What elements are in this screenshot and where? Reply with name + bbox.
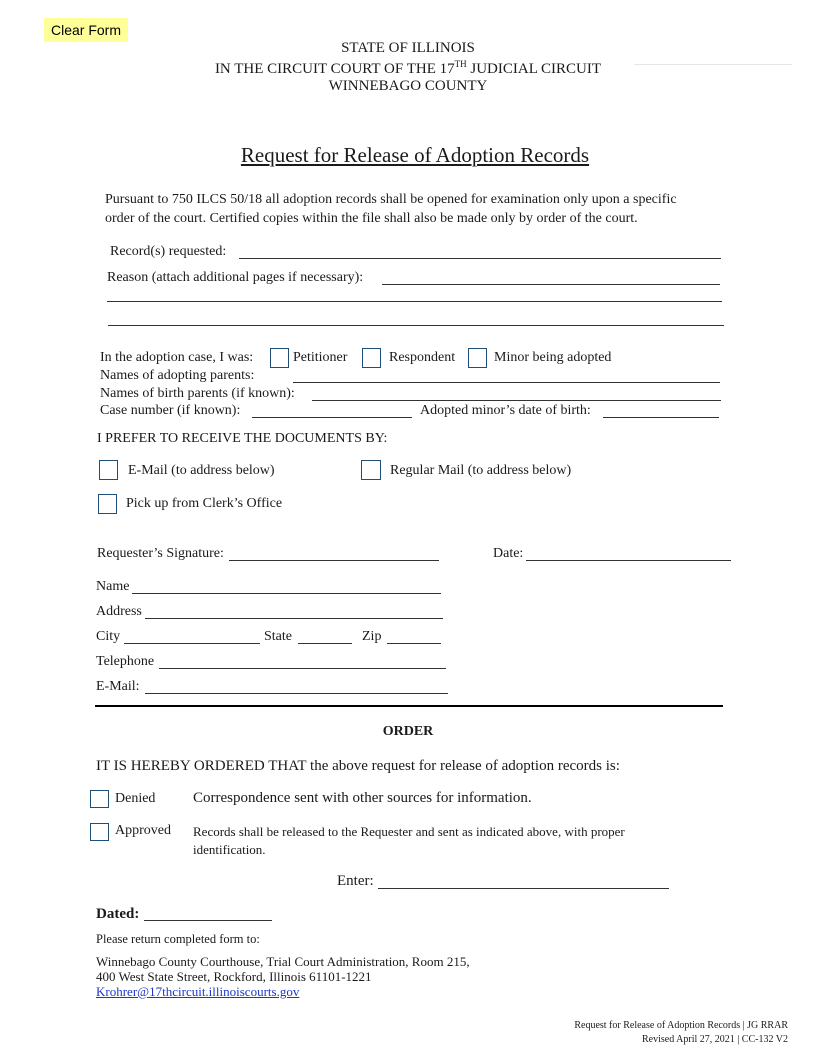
address-field[interactable] bbox=[145, 618, 443, 619]
intro-line-1: Pursuant to 750 ILCS 50/18 all adoption records shall be opened for examination only upon a specific bbox=[105, 192, 677, 207]
adopting-parents-field[interactable] bbox=[293, 382, 720, 383]
return-address-1: Winnebago County Courthouse, Trial Court Administration, Room 215, bbox=[96, 954, 470, 969]
zip-field[interactable] bbox=[387, 643, 441, 644]
address-label: Address bbox=[96, 604, 142, 619]
return-label: Please return completed form to: bbox=[96, 932, 260, 946]
reason-label: Reason (attach additional pages if necessary): bbox=[107, 270, 364, 285]
return-email-link[interactable]: Krohrer@17thcircuit.illinoiscourts.gov bbox=[96, 984, 300, 999]
denied-checkbox[interactable] bbox=[90, 790, 109, 808]
respondent-checkbox[interactable] bbox=[362, 348, 381, 368]
reason-field-1[interactable] bbox=[382, 284, 720, 285]
email-field[interactable] bbox=[145, 693, 448, 694]
case-role-label: In the adoption case, I was: bbox=[100, 350, 254, 365]
date-field[interactable] bbox=[526, 560, 731, 561]
order-heading: ORDER bbox=[382, 724, 434, 739]
intro-line-2: order of the court. Certified copies within the file shall also be made only by order of the court. bbox=[105, 211, 638, 226]
regular-mail-checkbox[interactable] bbox=[361, 460, 381, 480]
email-delivery-checkbox[interactable] bbox=[99, 460, 118, 480]
approved-checkbox[interactable] bbox=[90, 823, 109, 841]
telephone-label: Telephone bbox=[96, 654, 155, 669]
header-divider bbox=[634, 64, 792, 65]
section-divider bbox=[95, 705, 723, 707]
minor-dob-label: Adopted minor’s date of birth: bbox=[420, 403, 591, 418]
minor-dob-field[interactable] bbox=[603, 417, 719, 418]
date-label: Date: bbox=[493, 546, 524, 561]
minor-label: Minor being adopted bbox=[494, 350, 612, 365]
approved-label: Approved bbox=[115, 823, 171, 838]
birth-parents-field[interactable] bbox=[312, 400, 721, 401]
approved-text-2: identification. bbox=[193, 842, 266, 857]
name-label: Name bbox=[96, 579, 130, 594]
regular-mail-label: Regular Mail (to address below) bbox=[390, 463, 572, 478]
state-field[interactable] bbox=[298, 643, 352, 644]
signature-label: Requester’s Signature: bbox=[97, 546, 224, 561]
footer-line-1: Request for Release of Adoption Records | JG RRAR bbox=[574, 1020, 788, 1031]
header-court-text: IN THE CIRCUIT COURT OF THE 17 bbox=[214, 61, 455, 77]
return-address-2: 400 West State Street, Rockford, Illinois 61101-1221 bbox=[96, 969, 372, 984]
signature-field[interactable] bbox=[229, 560, 439, 561]
state-label: State bbox=[264, 629, 292, 644]
header-county: WINNEBAGO COUNTY bbox=[328, 78, 488, 94]
name-field[interactable] bbox=[132, 593, 441, 594]
petitioner-label: Petitioner bbox=[293, 350, 348, 365]
pickup-checkbox[interactable] bbox=[98, 494, 117, 514]
city-label: City bbox=[96, 629, 121, 644]
petitioner-checkbox[interactable] bbox=[270, 348, 289, 368]
dated-field[interactable] bbox=[144, 920, 272, 921]
approved-text-1: Records shall be released to the Requester and sent as indicated above, with proper bbox=[193, 824, 625, 839]
denied-text: Correspondence sent with other sources for information. bbox=[193, 790, 532, 806]
records-requested-label: Record(s) requested: bbox=[110, 244, 227, 259]
adopting-parents-label: Names of adopting parents: bbox=[100, 368, 255, 383]
delivery-heading: I PREFER TO RECEIVE THE DOCUMENTS BY: bbox=[97, 431, 388, 446]
pickup-label: Pick up from Clerk’s Office bbox=[126, 496, 283, 511]
footer-line-2: Revised April 27, 2021 | CC-132 V2 bbox=[642, 1034, 788, 1045]
denied-label: Denied bbox=[115, 791, 156, 806]
zip-label: Zip bbox=[362, 629, 382, 644]
birth-parents-label: Names of birth parents (if known): bbox=[100, 386, 295, 401]
city-field[interactable] bbox=[124, 643, 260, 644]
case-number-field[interactable] bbox=[252, 417, 412, 418]
respondent-label: Respondent bbox=[389, 350, 456, 365]
dated-label: Dated: bbox=[96, 906, 140, 922]
clear-form-button[interactable]: Clear Form bbox=[44, 18, 128, 42]
header-court-text-2: JUDICIAL CIRCUIT bbox=[466, 61, 602, 77]
telephone-field[interactable] bbox=[159, 668, 446, 669]
header-court bbox=[0, 59, 816, 78]
email-label: E-Mail: bbox=[96, 679, 140, 694]
reason-field-2[interactable] bbox=[107, 301, 722, 302]
case-number-label: Case number (if known): bbox=[100, 403, 241, 418]
header-state: STATE OF ILLINOIS bbox=[341, 40, 475, 56]
page-title: Request for Release of Adoption Records bbox=[240, 143, 590, 167]
minor-checkbox[interactable] bbox=[468, 348, 487, 368]
email-delivery-label: E-Mail (to address below) bbox=[128, 463, 275, 478]
order-statement: IT IS HEREBY ORDERED THAT the above request for release of adoption records is: bbox=[96, 758, 620, 774]
enter-label: Enter: bbox=[337, 873, 374, 889]
enter-field[interactable] bbox=[378, 888, 669, 889]
records-requested-field[interactable] bbox=[239, 258, 721, 259]
header-court-sup: TH bbox=[454, 59, 467, 69]
reason-field-3[interactable] bbox=[108, 325, 724, 326]
